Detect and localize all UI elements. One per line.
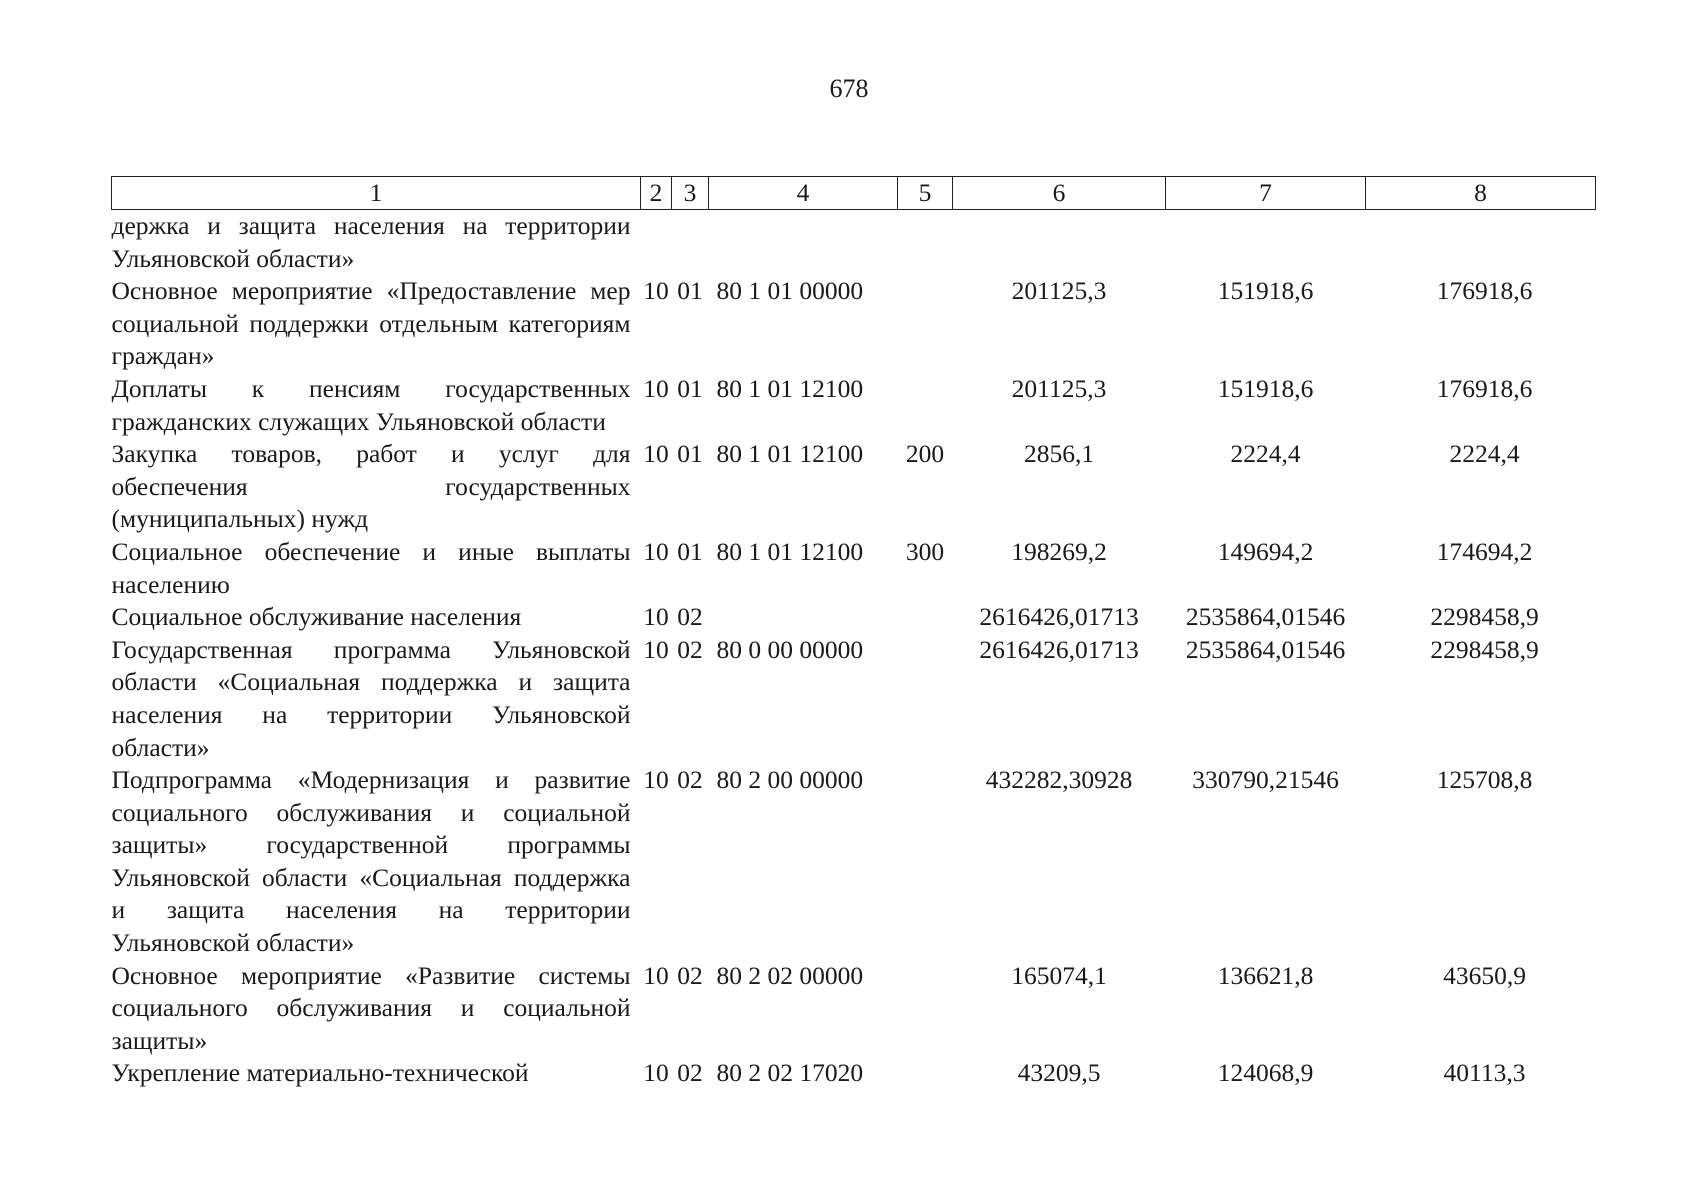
header-col-2: 2 <box>641 177 672 210</box>
row-amount-col7: 2224,4 <box>1230 439 1301 469</box>
table-row <box>112 373 1596 438</box>
row-amount-col8: 176918,6 <box>1436 373 1533 403</box>
row-subsection: 02 <box>677 1058 703 1088</box>
row-expense-type: 200 <box>905 439 945 469</box>
row-amount-col7: 149694,2 <box>1217 536 1314 566</box>
row-amount-col7: 151918,6 <box>1217 276 1314 306</box>
table-row <box>112 634 1596 764</box>
row-amount-col8: 2224,4 <box>1449 439 1520 469</box>
row-section: 10 <box>643 536 669 566</box>
row-subsection <box>672 210 709 276</box>
table-row <box>112 601 1596 634</box>
budget-table-container <box>111 176 1595 1090</box>
row-amount-col8: 2298458,9 <box>1430 602 1539 632</box>
header-col-7: 7 <box>1166 177 1366 210</box>
row-name: Государственная программа Ульяновской области «Социальная поддержка и защита населения на территории Ульяновской области» <box>111 634 631 762</box>
row-target-article <box>709 601 898 634</box>
table-row <box>112 960 1596 1058</box>
row-name: Основное мероприятие «Предоставление мер социальной поддержки отдельным категориям граждан» <box>111 276 631 371</box>
table-row <box>112 536 1596 601</box>
row-amount-col7: 2535864,01546 <box>1185 602 1346 632</box>
row-section: 10 <box>643 276 669 306</box>
header-col-8: 8 <box>1366 177 1596 210</box>
row-amount-col7: 136621,8 <box>1217 960 1314 990</box>
row-amount-col6: 432282,30928 <box>985 765 1133 795</box>
row-amount-col6: 165074,1 <box>1011 960 1107 990</box>
row-name: Социальное обслуживание населения <box>111 602 522 632</box>
row-amount-col6: 2616426,01713 <box>979 602 1139 632</box>
row-expense-type <box>898 960 953 1058</box>
row-target-article: 80 1 01 12100 <box>716 536 864 566</box>
row-amount-col6: 201125,3 <box>1011 373 1107 403</box>
header-col-1: 1 <box>112 177 641 210</box>
row-subsection: 01 <box>677 439 703 469</box>
row-amount-col7: 330790,21546 <box>1192 765 1339 795</box>
row-section: 10 <box>643 439 669 469</box>
row-subsection: 02 <box>677 960 703 990</box>
row-name: Доплаты к пенсиям государственных гражданских служащих Ульяновской области <box>111 373 631 436</box>
row-name: Социальное обеспечение и иные выплаты населению <box>111 536 631 599</box>
row-name: Подпрограмма «Модернизация и развитие социального обслуживания и социальной защиты» государственной программы Ульяновской области «Социальная поддержка и защита населения на территории Ульяновской области» <box>111 765 631 958</box>
row-target-article: 80 1 01 12100 <box>716 439 864 469</box>
header-col-5: 5 <box>898 177 953 210</box>
row-amount-col6 <box>953 210 1166 276</box>
row-section: 10 <box>643 602 669 632</box>
row-amount-col6: 201125,3 <box>1011 276 1107 306</box>
row-subsection: 02 <box>677 765 703 795</box>
row-target-article: 80 1 01 00000 <box>716 276 864 306</box>
row-section: 10 <box>643 373 669 403</box>
row-subsection: 01 <box>677 373 703 403</box>
table-row <box>112 1057 1596 1090</box>
row-expense-type <box>898 764 953 960</box>
row-target-article: 80 0 00 00000 <box>716 634 864 664</box>
row-section: 10 <box>643 634 669 664</box>
row-amount-col6: 43209,5 <box>1017 1058 1101 1088</box>
row-name: Укрепление материально-технической <box>111 1058 529 1088</box>
row-name: держка и защита населения на территории Ульяновской области» <box>111 211 631 273</box>
row-amount-col6: 2856,1 <box>1023 439 1095 469</box>
row-amount-col8: 174694,2 <box>1436 536 1533 566</box>
row-section: 10 <box>643 1058 669 1088</box>
header-col-3: 3 <box>672 177 709 210</box>
header-row <box>112 177 1596 210</box>
row-amount-col8 <box>1366 210 1596 276</box>
row-target-article <box>709 210 898 276</box>
row-target-article: 80 2 00 00000 <box>716 765 864 795</box>
page-number: 678 <box>829 74 869 103</box>
row-amount-col7: 2535864,01546 <box>1185 634 1346 664</box>
row-amount-col8: 176918,6 <box>1436 276 1533 306</box>
row-amount-col8: 125708,8 <box>1436 765 1533 795</box>
row-section: 10 <box>643 765 669 795</box>
row-expense-type <box>898 1057 953 1090</box>
row-subsection: 01 <box>677 536 703 566</box>
table-row <box>112 438 1596 536</box>
table-body <box>112 210 1596 1091</box>
row-name: Закупка товаров, работ и услуг для обеспечения государственных (муниципальных) нужд <box>111 439 631 534</box>
row-amount-col6: 198269,2 <box>1011 536 1107 566</box>
row-target-article: 80 2 02 17020 <box>716 1058 864 1088</box>
row-amount-col8: 40113,3 <box>1443 1058 1526 1088</box>
row-subsection: 02 <box>677 634 703 664</box>
table-row <box>112 764 1596 960</box>
table-header <box>112 177 1596 210</box>
row-subsection: 02 <box>677 602 703 632</box>
row-target-article: 80 1 01 12100 <box>716 373 864 403</box>
row-amount-col8: 2298458,9 <box>1430 634 1539 664</box>
row-subsection: 01 <box>677 276 703 306</box>
row-amount-col8: 43650,9 <box>1443 960 1526 990</box>
row-section: 10 <box>643 960 669 990</box>
row-amount-col7: 124068,9 <box>1217 1058 1314 1088</box>
row-expense-type <box>898 275 953 373</box>
row-target-article: 80 2 02 00000 <box>716 960 864 990</box>
header-col-6: 6 <box>953 177 1166 210</box>
row-section <box>641 210 672 276</box>
row-expense-type <box>898 634 953 764</box>
table-row <box>112 275 1596 373</box>
header-col-4: 4 <box>709 177 898 210</box>
row-expense-type: 300 <box>905 536 945 566</box>
row-amount-col7: 151918,6 <box>1217 373 1314 403</box>
table-row <box>112 210 1596 276</box>
row-expense-type <box>898 210 953 276</box>
row-expense-type <box>898 601 953 634</box>
budget-table <box>111 176 1596 1090</box>
row-expense-type <box>898 373 953 438</box>
row-amount-col6: 2616426,01713 <box>979 634 1139 664</box>
row-name: Основное мероприятие «Развитие системы социального обслуживания и социальной защиты» <box>111 960 631 1055</box>
row-amount-col7 <box>1166 210 1366 276</box>
